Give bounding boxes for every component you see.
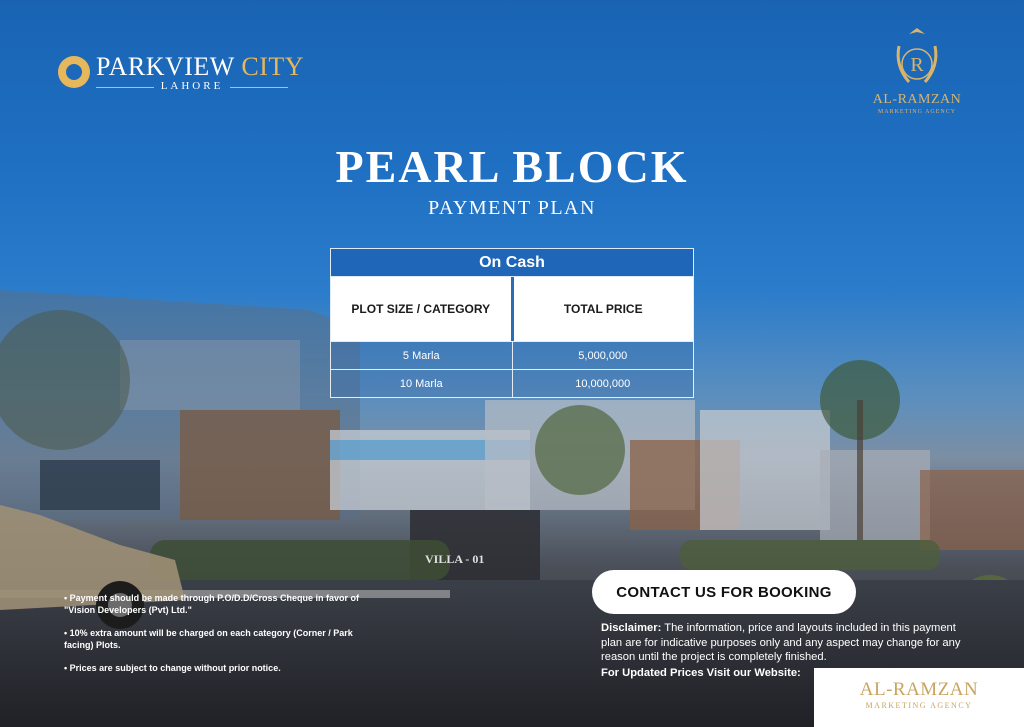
brand-name (96, 52, 304, 82)
note-item: • 10% extra amount will be charged on each category (Corner / Park facing) Plots. (64, 628, 353, 650)
page-subtitle: PAYMENT PLAN (428, 197, 596, 219)
hawk-icon (909, 28, 925, 34)
disclaimer-text: The information, price and layouts included in this payment plan are for indicative purposes only and any aspect may change for any reason until the project is completely finished. (601, 622, 961, 663)
svg-text:VILLA - 01: VILLA - 01 (425, 552, 485, 566)
emblem-letter: R (910, 54, 924, 76)
table-cell-plot-size: 10 Marla (331, 370, 513, 397)
al-ramzan-logo (862, 26, 972, 121)
note-item: • Prices are subject to change without prior notice. (64, 663, 281, 673)
table-row (331, 341, 693, 369)
note-item: • Payment should be made through P.O/D.D/Cross Cheque in favor of "Vision Developers (Pvt) Ltd." (64, 593, 360, 615)
table-cell-plot-size: 5 Marla (331, 342, 513, 369)
table-cell-total-price: 10,000,000 (513, 370, 694, 397)
table-row (331, 369, 693, 397)
disclaimer (601, 621, 971, 665)
website-prompt: For Updated Prices Visit our Website: (601, 667, 801, 679)
brand-location: LAHORE (96, 80, 288, 92)
disclaimer-label: Disclaimer: (601, 622, 662, 634)
footer-agency-badge (814, 668, 1024, 727)
agency-name: AL-RAMZAN (872, 92, 962, 107)
column-header-total-price: TOTAL PRICE (514, 277, 694, 341)
parkview-logo-icon (56, 54, 92, 90)
page-title: PEARL BLOCK (335, 141, 689, 192)
agency-tagline: MARKETING AGENCY (877, 109, 957, 115)
table-header-row (331, 277, 693, 341)
brand-name-part1: PARKVIEW (96, 52, 235, 81)
payment-notes (64, 592, 370, 685)
payment-plan-table (330, 248, 694, 398)
table-cell-total-price: 5,000,000 (513, 342, 694, 369)
table-caption: On Cash (331, 249, 693, 277)
parkview-city-logo (56, 50, 305, 96)
brand-name-part2: CITY (241, 52, 305, 81)
laurel-emblem-icon (889, 26, 945, 92)
column-header-plot-size: PLOT SIZE / CATEGORY (331, 277, 514, 341)
contact-booking-button[interactable]: CONTACT US FOR BOOKING (592, 570, 856, 614)
footer-agency-name: AL-RAMZAN (859, 679, 979, 700)
footer-agency-tagline: MARKETING AGENCY (865, 701, 973, 710)
